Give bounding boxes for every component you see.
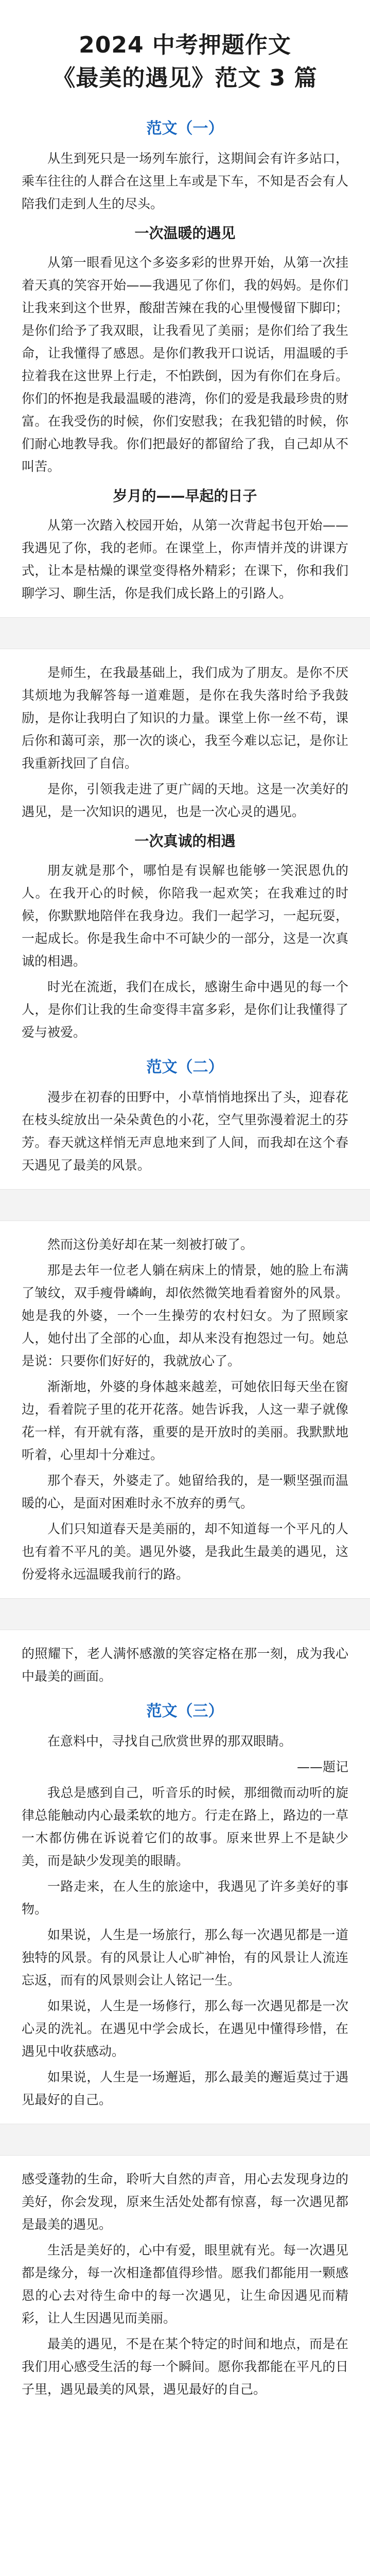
page-subtitle: 《最美的遇见》范文 3 篇: [52, 65, 318, 91]
essay-2-heading: 范文（二）: [146, 1058, 224, 1076]
essay-1-paragraph: 从第一次踏入校园开始，从第一次背起书包开始——我遇见了你，我的老师。在课堂上，你声情并茂的讲课方式，让本是枯燥的课堂变得格外精彩；在课下，你和我们聊学习、聊生活，你是我们成长路上的引路人。: [22, 518, 348, 601]
essay-1-subheading: 一次真诚的相遇: [134, 833, 236, 850]
essay-1-heading: 范文（一）: [146, 120, 224, 138]
essay-1-paragraph: 从生到死只是一场列车旅行，这期间会有许多站口，乘车往往的人群合在这里上车或是下车，不知是否会有人陪我们走到人生的尽头。: [22, 151, 348, 211]
essay-3-paragraph: 我总是感到自己，听音乐的时候，那细微而动听的旋律总能触动内心最柔软的地方。行走在路上，路边的一草一木都仿佛在诉说着它们的故事。原来世界上不是缺少美，而是缺少发现美的眼睛。: [22, 1785, 348, 1868]
essay-3-paragraph: 如果说，人生是一场邂逅，那么最美的邂逅莫过于遇见最好的自己。: [22, 2070, 348, 2107]
essay-2-paragraph: 漫步在初春的田野中，小草悄悄地探出了头，迎春花在枝头绽放出一朵朵黄色的小花，空气里弥漫着泥土的芬芳。春天就这样悄无声息地来到了人间，而我却在这个春天遇见了最美的风景。: [22, 1090, 348, 1173]
essay-3-paragraph: 生活是美好的，心中有爱，眼里就有光。每一次遇见都是缘分，每一次相逢都值得珍惜。愿我们都能用一颗感恩的心去对待生命中的每一次遇见，让生命因遇见而精彩，让人生因遇见而美丽。: [22, 2243, 348, 2326]
essay-1-paragraph: 朋友就是那个，哪怕是有误解也能够一笑泯恩仇的人。在我开心的时候，你陪我一起欢笑；在我难过的时候，你默默地陪伴在我身边。我们一起学习，一起玩耍，一起成长。你是我生命中不可缺少的一部分，这是一次真诚的相遇。: [22, 863, 348, 969]
page-separator: [0, 1189, 370, 1221]
page-separator: [0, 2124, 370, 2156]
essay-3-heading: 范文（三）: [146, 1702, 224, 1720]
essay-2-paragraph: 那是去年一位老人躺在病床上的情景，她的脸上布满了皱纹，双手瘦骨嶙峋，却依然微笑地看着窗外的风景。她是我的外婆，一个一生操劳的农村妇女。为了照顾家人，她付出了全部的心血，却从来没有抱怨过一句。她总是说：只要你们好好的，我就放心了。: [22, 1263, 348, 1368]
essay-1-paragraph: 从第一眼看见这个多姿多彩的世界开始，从第一次挂着天真的笑容开始——我遇见了你们，我的妈妈。是你们让我来到这个世界，酸甜苦辣在我的心里慢慢留下脚印；是你们给予了我双眼，让我看见了美丽；是你们给了我生命，让我懂得了感恩。是你们教我开口说话，用温暖的手拉着我在这世界上行走，不怕跌倒，因为有你们在身后。你们的怀抱是我最温暖的港湾，你们的爱是我最珍贵的财富。在我受伤的时候，你们安慰我；在我犯错的时候，你们耐心地教导我。你们把最好的都留给了我，自己却从不叫苦。: [22, 255, 348, 474]
page-title: 2024 中考押题作文: [79, 32, 291, 58]
essay-2-paragraph: 人们只知道春天是美丽的，却不知道每一个平凡的人也有着不平凡的美。遇见外婆，是我此生最美的遇见，这份爱将永远温暖我前行的路。: [22, 1521, 348, 1582]
essay-1-subheading: 岁月的——早起的日子: [113, 487, 257, 504]
essay-1-paragraph: 时光在流逝，我们在成长，感谢生命中遇见的每一个人，是你们让我的生命变得丰富多彩，是你们让我懂得了爱与被爱。: [22, 979, 348, 1040]
essay-2-paragraph: 那个春天，外婆走了。她留给我的，是一颗坚强而温暖的心，是面对困难时永不放弃的勇气。: [22, 1473, 348, 1511]
essay-2-paragraph: 的照耀下，老人满怀感激的笑容定格在那一刻，成为我心中最美的画面。: [22, 1646, 348, 1684]
title-block: [0, 0, 370, 105]
essay-content: [0, 114, 370, 2401]
essay-3-paragraph: 感受蓬勃的生命，聆听大自然的声音，用心去发现身边的美好，你会发现，原来生活处处都有惊喜，每一次遇见都是最美的遇见。: [22, 2172, 348, 2232]
essay-3-paragraph: 一路走来，在人生的旅途中，我遇见了许多美好的事物。: [22, 1879, 348, 1917]
essay-2-paragraph: 渐渐地，外婆的身体越来越差，可她依旧每天坐在窗边，看着院子里的花开花落。她告诉我，人这一辈子就像花一样，有开就有落，重要的是开放时的美丽。我默默地听着，心里却十分难过。: [22, 1379, 348, 1462]
essay-3-paragraph: 最美的遇见，不是在某个特定的时间和地点，而是在我们用心感受生活的每一个瞬间。愿你我都能在平凡的日子里，遇见最美的风景，遇见最好的自己。: [22, 2336, 348, 2397]
page-separator: [0, 1598, 370, 1630]
page-separator: [0, 617, 370, 649]
essay-3-epigraph-attribution: ——题记: [296, 1759, 348, 1774]
essay-3-paragraph: 如果说，人生是一场修行，那么每一次遇见都是一次心灵的洗礼。在遇见中学会成长，在遇见中懂得珍惜，在遇见中收获感动。: [22, 1998, 348, 2059]
essay-1-paragraph: 是你，引领我走进了更广阔的天地。这是一次美好的遇见，是一次知识的遇见，也是一次心灵的遇见。: [22, 782, 348, 819]
essay-3-paragraph: 如果说，人生是一场旅行，那么每一次遇见都是一道独特的风景。有的风景让人心旷神怡，有的风景让人流连忘返，而有的风景则会让人铭记一生。: [22, 1927, 348, 1988]
essay-1-subheading: 一次温暖的遇见: [134, 225, 236, 242]
essay-2-paragraph: 然而这份美好却在某一刻被打破了。: [47, 1237, 254, 1252]
essay-3-epigraph: 在意料中，寻找自己欣赏世界的那双眼睛。: [47, 1734, 292, 1749]
essay-1-paragraph: 是师生，在我最基础上，我们成为了朋友。是你不厌其烦地为我解答每一道难题，是你在我失落时给予我鼓励，是你让我明白了知识的力量。课堂上你一丝不苟，课后你和蔼可亲，那一次的谈心，我至今难以忘记，是你让我重新找回了自信。: [22, 665, 348, 771]
